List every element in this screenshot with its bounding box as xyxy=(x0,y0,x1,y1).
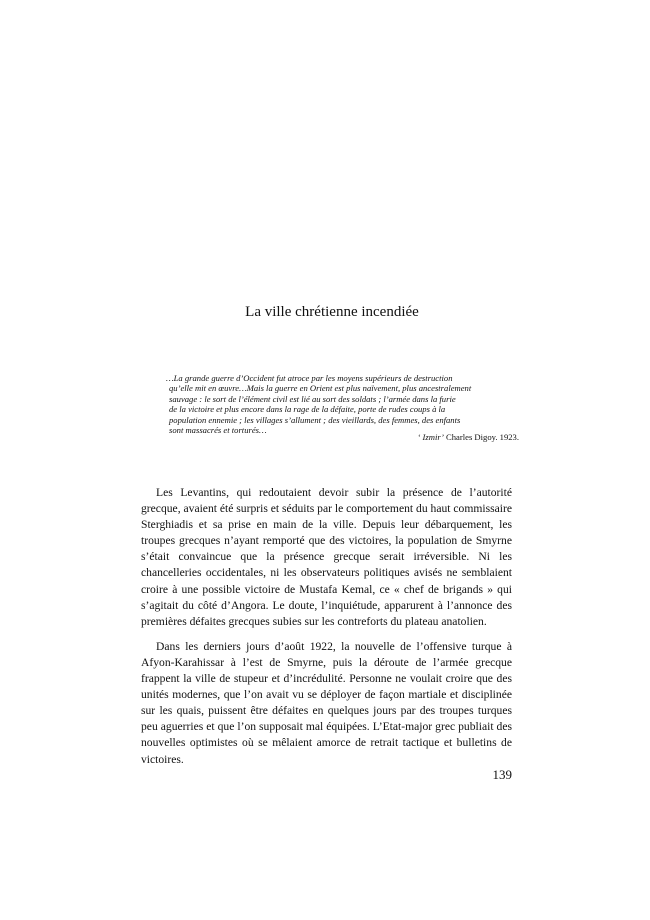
epigraph-author: Charles Digoy. 1923. xyxy=(446,432,519,442)
epigraph-attribution xyxy=(418,432,519,442)
epigraph-line: …La grande guerre d’Occident fut atroce par les moyens supérieurs de destruction xyxy=(166,373,453,383)
body-text xyxy=(141,485,512,777)
chapter-title: La ville chrétienne incendiée xyxy=(245,304,419,320)
epigraph-line: qu’elle mit en œuvre…Mais la guerre en Orient est plus naïvement, plus ancestralement xyxy=(169,383,472,394)
epigraph-line: sont massacrés et torturés… xyxy=(169,425,267,436)
epigraph-source: ‘ Izmir’ xyxy=(417,432,444,442)
epigraph-line: sauvage : le sort de l’élément civil est lié au sort des soldats ; l’armée dans la furie xyxy=(169,393,456,404)
epigraph-line: de la victoire et plus encore dans la rage de la défaite, porte de rudes coups à la xyxy=(169,404,446,415)
epigraph-line: population ennemie ; les villages s’allument ; des vieillards, des femmes, des enfants xyxy=(169,414,461,425)
page-number: 139 xyxy=(492,767,512,782)
paragraph: Les Levantins, qui redoutaient devoir subir la présence de l’autorité grecque, avaient été surpris et séduits par le comportement du haut commissaire Sterghiadis et sa prise en main de la ville. Depuis leur débarquement, les troupes grecques n’ayant remporté que des victoires, la population de Smyrne s’était convaincue que la présence grecque serait irréversible. Ni les chancelleries occidentales, ni les observateurs politiques avisés ne semblaient croire à une possible victoire de Mustafa Kemal, ce « chef de brigands » qui s’agitait du côté d’Angora. Le doute, l’inquiétude, apparurent à l’annonce des premières défaites grecques subies sur les contreforts du plateau anatolien. xyxy=(141,486,512,628)
epigraph xyxy=(166,373,516,435)
paragraph: Dans les derniers jours d’août 1922, la nouvelle de l’offensive turque à Afyon-Karahissar à l’est de Smyrne, puis la déroute de l’armée grecque frappent la ville de stupeur et d’incrédulité. Personne ne voulait croire que des unités modernes, que l’on avait vu se déployer de façon martiale et disciplinée sur les quais, puissent être défaites en quelques jours par des troupes turques peu aguerries et que l’on supposait mal équipées. L’Etat-major grec publiait des nouvelles optimistes où se mêlaient amorce de retrait tactique et bulletins de victoires. xyxy=(141,639,512,766)
